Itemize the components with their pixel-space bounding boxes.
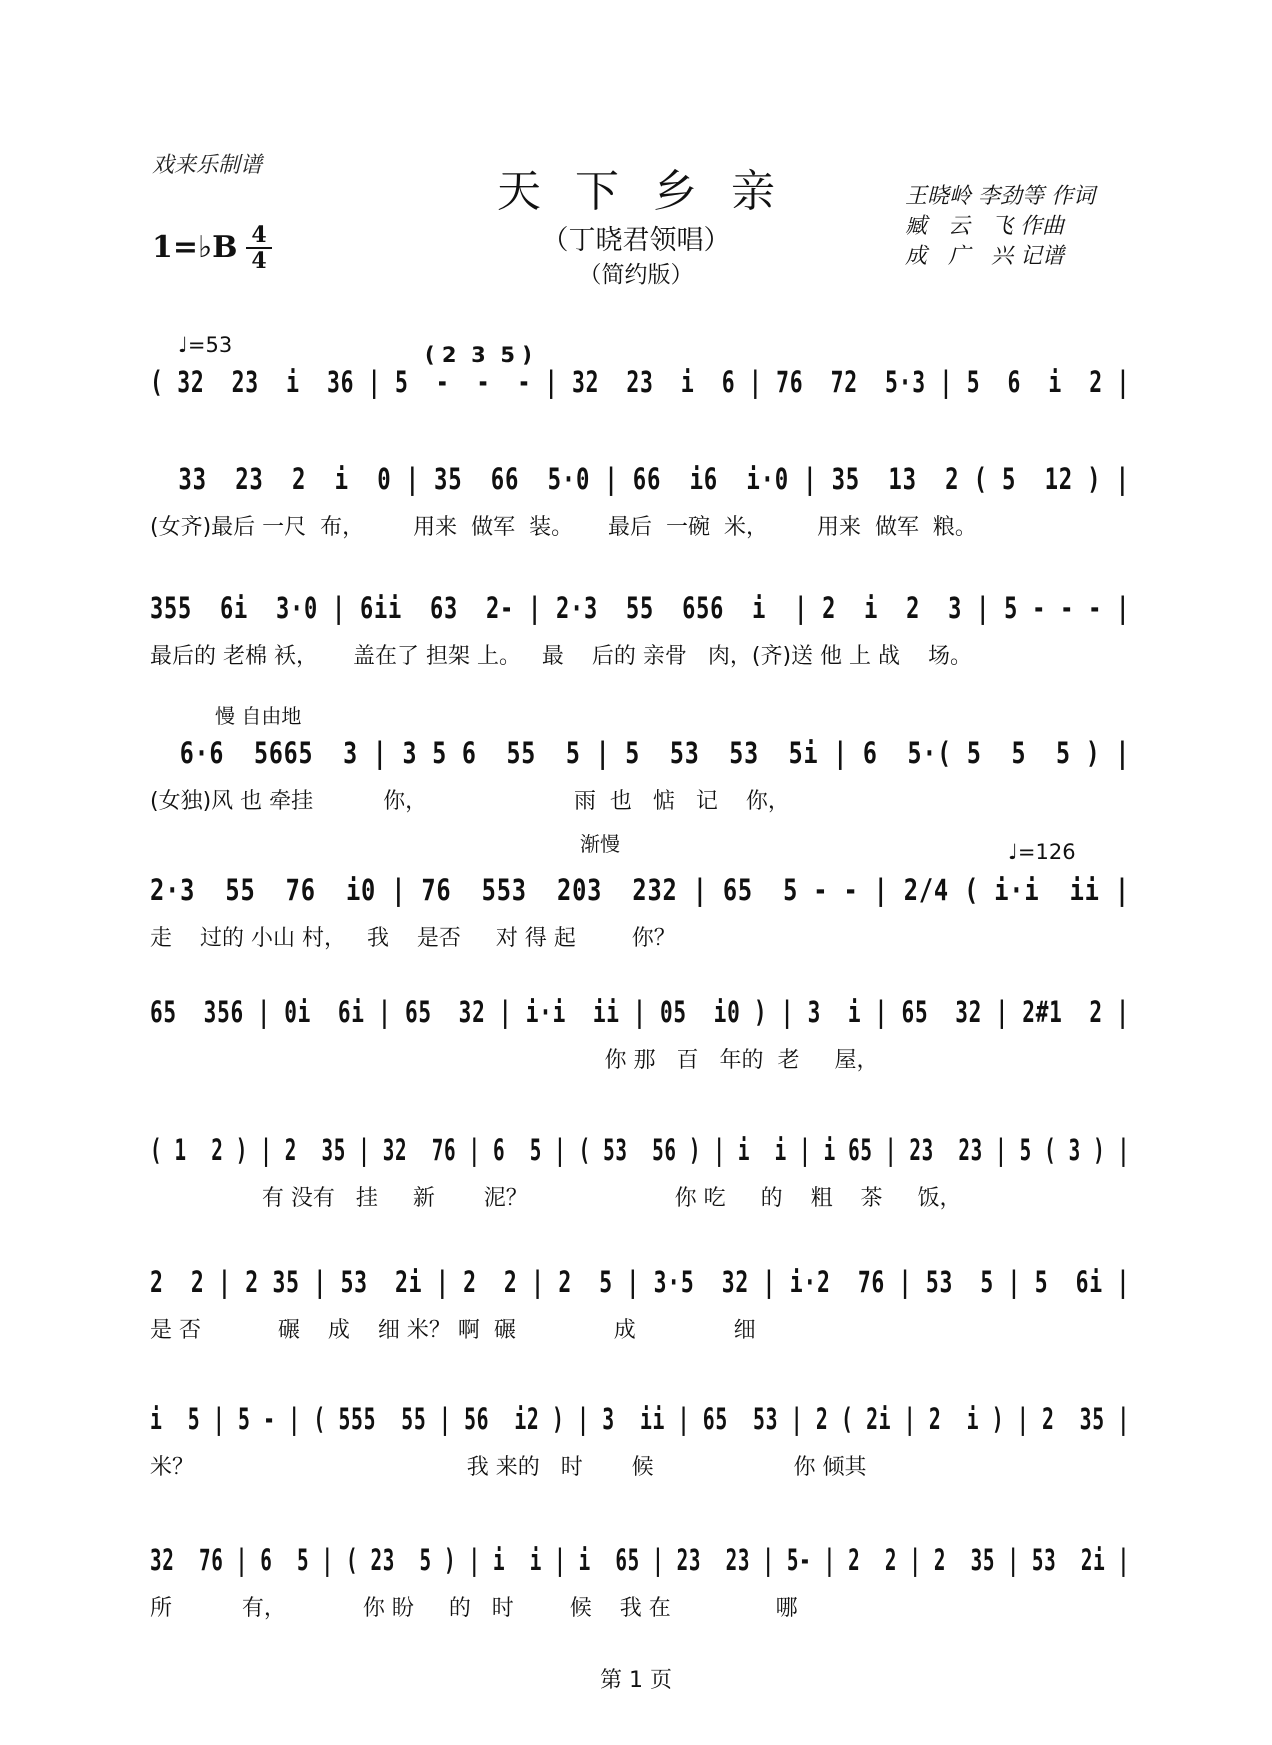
key-signature: 1=♭B [152,230,238,265]
lyrics-line: 有 没有 挂 新 泥？ 你 吃 的 粗 茶 饭， [150,1186,962,1211]
expression-slow-free: 慢 自由地 [215,704,302,728]
notation-line: ( 32 23 i 36 | 5 - - - | 32 23 i 6 | 76 72 5·3 | 5 6 i 2 | [150,365,1131,399]
tempo-marking-1: ♩=53 [178,333,233,357]
lyrics-line: (女独)风 也 牵挂 你， 雨 也 惦 记 你， [150,789,790,814]
score-system-6 [150,995,1130,1075]
composer-credit: 臧 云 飞 作曲 [905,214,1064,239]
lyrics-line: (女齐)最后 一尺 布， 用来 做军 装。 最后 一碗 米， 用来 做军 粮。 [150,515,977,540]
tempo-marking-2: ♩=126 [1008,840,1076,864]
score-system-5 [150,873,1130,953]
score-system-4 [150,736,1130,816]
time-signature-bottom: 4 [251,248,267,274]
time-signature [246,224,272,272]
credits-block [905,182,1095,272]
score-system-3 [150,591,1130,671]
score-system-1 [150,365,1130,405]
notation-line: 355 6i 3·0 | 6ii 63 2- | 2·3 55 656 i | 2 i 2 3 | 5 - - - | [150,591,1131,625]
notation-line: 32 76 | 6 5 | ( 23 5 ) | i i | i 65 | 23 23 | 5- | 2 2 | 2 35 | 53 2i | [150,1543,1130,1577]
lyrics-line: 所 有， 你 盼 的 时 候 我 在 哪 [150,1596,798,1621]
score-system-7 [150,1133,1130,1213]
notation-line: 2·3 55 76 i0 | 76 553 203 232 | 65 5 - - | 2/4 ( i·i ii | [150,873,1130,907]
notation-line: 65 356 | 0i 6i | 65 32 | i·i ii | 05 i0 ) | 3 i | 65 32 | 2#1 2 | [150,995,1130,1029]
maker-credit: 戏来乐制谱 [152,153,263,178]
score-system-2 [150,462,1130,542]
transcriber-credit: 成 广 兴 记谱 [905,244,1064,269]
song-subtitle: （丁晓君领唱） [541,225,731,256]
lyricist-credit: 王晓岭 李劲等 作词 [905,184,1095,209]
notation-line: i 5 | 5 - | ( 555 55 | 56 i2 ) | 3 ii | 65 53 | 2 ( 2i | 2 i ) | 2 35 | [150,1402,1130,1436]
notation-line: ( 1 2 ) | 2 35 | 32 76 | 6 5 | ( 53 56 ) | i i | i 65 | 23 23 | 5 ( 3 ) | [150,1133,1130,1167]
lyrics-line: 走 过的 小山 村， 我 是否 对 得 起 你？ [150,926,676,951]
page-number: 第 1 页 [600,1668,672,1693]
score-system-8 [150,1265,1130,1345]
edition-label: （简约版） [578,262,694,288]
expression-ritardando: 渐慢 [580,832,620,856]
lyrics-line: 米？ 我 来的 时 候 你 倾其 [150,1455,867,1480]
song-title: 天下乡亲 [497,166,809,217]
lyrics-line: 你 那 百 年的 老 屋， [150,1048,879,1073]
notation-line: 33 23 2 i 0 | 35 66 5·0 | 66 i6 i·0 | 35 13 2 ( 5 12 ) | [150,462,1130,496]
pickup-notes-annotation: ( 2 3 5 ) [425,343,532,367]
time-signature-top: 4 [251,222,267,248]
lyrics-line: 是 否 碾 成 细 米？ 啊 碾 成 细 [150,1318,756,1343]
score-system-10 [150,1543,1130,1623]
notation-line: 2 2 | 2 35 | 53 2i | 2 2 | 2 5 | 3·5 32 | i·2 76 | 53 5 | 5 6i | [150,1265,1131,1299]
lyrics-line: 最后的 老棉 袄， 盖在了 担架 上。 最 后的 亲骨 肉，(齐)送 他 上 战 场。 [150,644,972,669]
notation-line: 6·6 5665 3 | 3 5 6 55 5 | 5 53 53 5i | 6 5·( 5 5 5 ) | [150,736,1131,770]
score-system-9 [150,1402,1130,1482]
